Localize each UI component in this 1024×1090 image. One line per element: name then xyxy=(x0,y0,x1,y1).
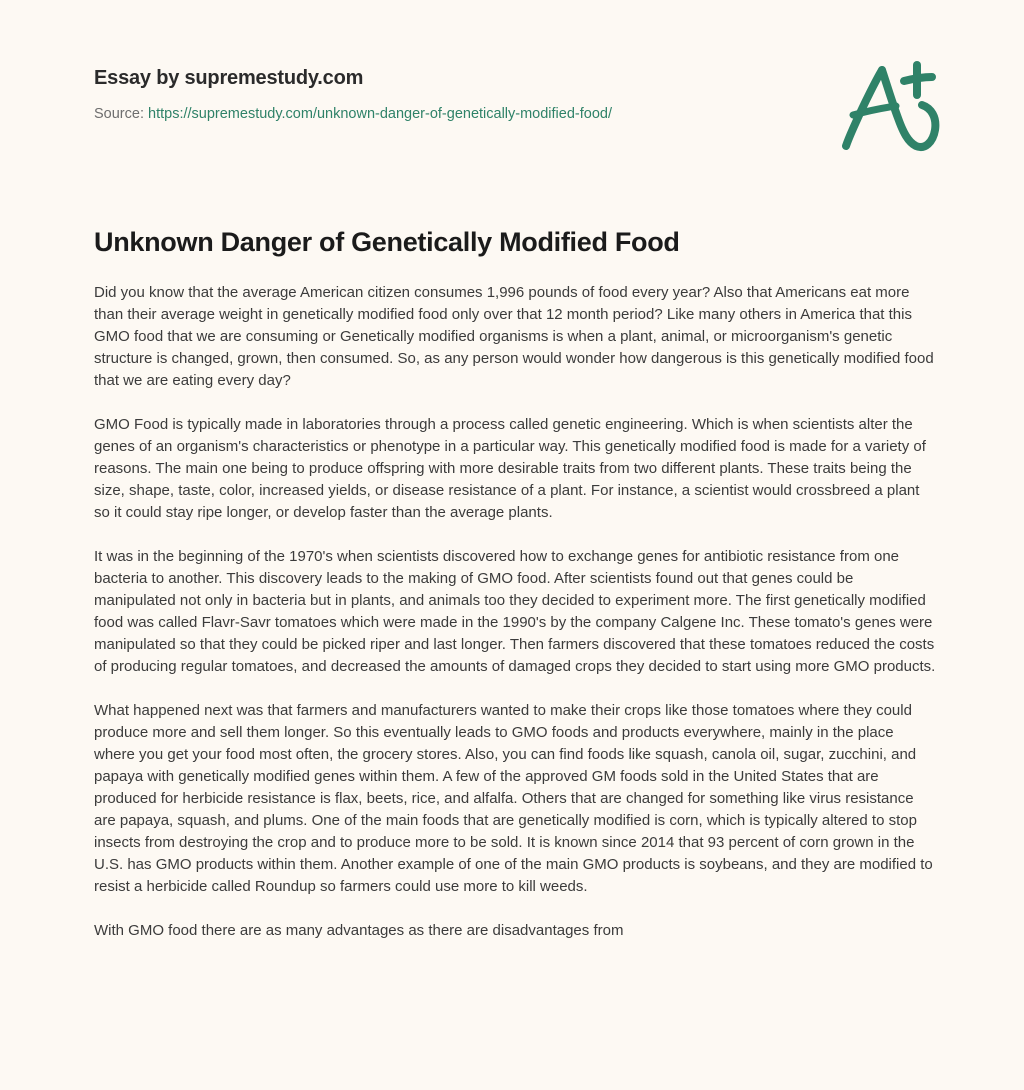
paragraph: With GMO food there are as many advantages as there are disadvantages from xyxy=(94,921,624,939)
article xyxy=(0,130,1024,942)
article-body xyxy=(94,260,936,942)
paragraph: It was in the beginning of the 1970's when scientists discovered how to exchange genes for antibiotic resistance from one bacteria to another. This discovery leads to the making of GMO food. After scientists found out that genes could be manipulated not only in bacteria but in plants, and animals too they decided to experiment more. The first genetically modified food was called Flavr-Savr tomatoes which were made in the 1990's by the company Calgene Inc. These tomato's genes were manipulated so that they could be picked riper and last longer. Then farmers discovered that these tomatoes reduced the costs of producing regular tomatoes, and decreased the amounts of damaged crops they decided to start using more GMO products. xyxy=(94,547,936,675)
a-plus-logo-icon xyxy=(832,52,952,162)
page-title: Unknown Danger of Genetically Modified Food xyxy=(94,227,680,257)
source-line xyxy=(94,106,934,123)
paragraph: Did you know that the average American citizen consumes 1,996 pounds of food every year? Also that Americans eat more than their average weight in genetically modified food only over that 12 month period? Like many others in America that this GMO food that we are consuming or Genetically modified organisms is when a plant, animal, or microorganism's genetic structure is changed, grown, then consumed. So, as any person would wonder how dangerous is this genetically modified food that we are eating every day? xyxy=(94,283,934,389)
source-url-link[interactable]: https://supremestudy.com/unknown-danger-of-genetically-modified-food/ xyxy=(148,106,612,122)
source-label: Source: xyxy=(94,106,144,122)
paragraph: What happened next was that farmers and manufacturers wanted to make their crops like those tomatoes where they could produce more and sell them longer. So this eventually leads to GMO foods and products everywhere, mainly in the place where you get your food most often, the grocery stores. Also, you can find foods like squash, canola oil, sugar, zucchini, and papaya with genetically modified genes within them. A few of the approved GM foods sold in the United States that are produced for herbicide resistance is flax, beets, rice, and alfalfa. Others that are changed for something like virus resistance are papaya, squash, and plums. One of the main foods that are genetically modified is corn, which is typically altered to stop insects from destroying the crop and to produce more to be sold. It is known since 2014 that 93 percent of corn grown in the U.S. has GMO products within them. Another example of one of the main GMO products is soybeans, and they are modified to resist a herbicide called Roundup so farmers could use more to kill weeds. xyxy=(94,701,933,895)
document-header xyxy=(0,0,1024,130)
paragraph: GMO Food is typically made in laboratories through a process called genetic engineering. Which is when scientists alter the genes of an organism's characteristics or phenotype in a particular way. This genetically modified food is made for a variety of reasons. The main one being to produce offspring with more desirable traits from two different plants. These traits being the size, shape, taste, color, increased yields, or disease resistance of a plant. For instance, a scientist would crossbreed a plant so it could stay ripe longer, or develop faster than the average plants. xyxy=(94,415,926,521)
brand-byline: Essay by supremestudy.com xyxy=(94,67,364,89)
